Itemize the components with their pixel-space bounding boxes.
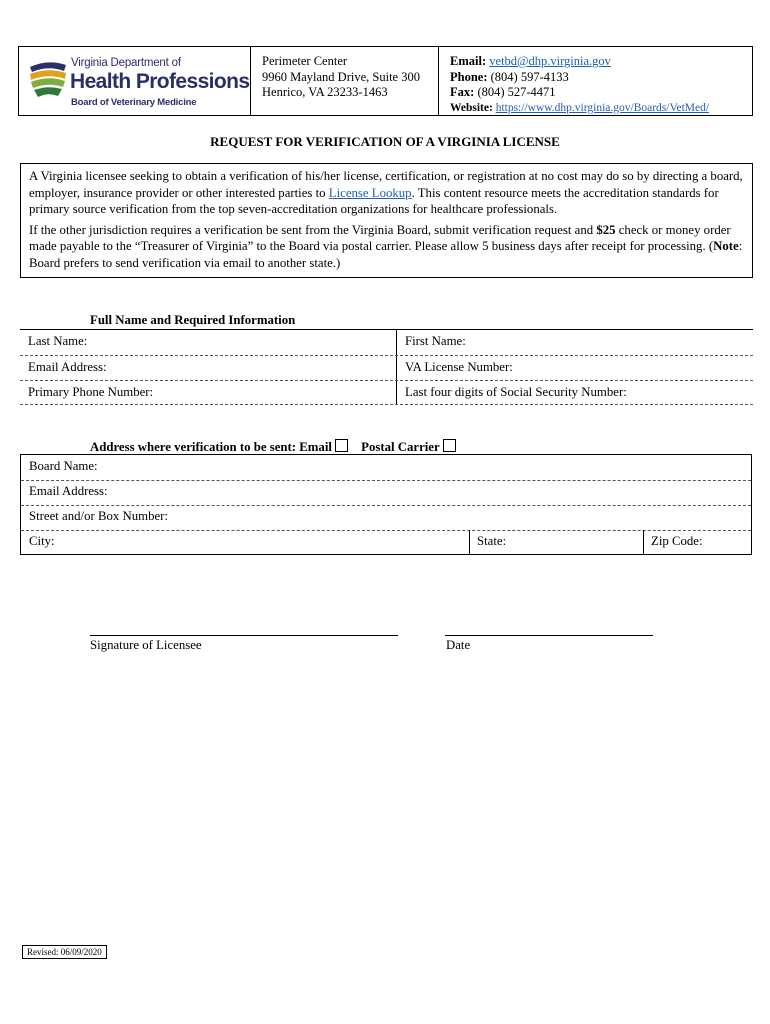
dhp-logo-icon bbox=[28, 59, 68, 101]
postal-carrier-checkbox[interactable] bbox=[443, 439, 456, 452]
contact-block bbox=[439, 47, 752, 115]
signature-line[interactable] bbox=[90, 635, 398, 636]
date-line[interactable] bbox=[445, 635, 653, 636]
fax-label: Fax: bbox=[450, 85, 475, 99]
ssn-last-four-field[interactable]: Last four digits of Social Security Number: bbox=[405, 385, 627, 399]
postal-carrier-label: Postal Carrier bbox=[361, 440, 440, 454]
intro-text: . This content resource meets the accreditation standards for primary source verification from the top seven-accreditation organizations for healthcare professionals. bbox=[29, 185, 719, 216]
intro-paragraph-1 bbox=[29, 168, 744, 218]
phone-label: Phone: bbox=[450, 69, 488, 84]
logo-block bbox=[19, 47, 251, 115]
letterhead bbox=[18, 46, 753, 116]
zip-field[interactable]: Zip Code: bbox=[651, 534, 703, 548]
revised-date: Revised: 06/09/2020 bbox=[22, 945, 107, 959]
intro-text: If the other jurisdiction requires a verification be sent from the Virginia Board, submit verification request and bbox=[29, 222, 597, 237]
name-info-table bbox=[20, 329, 753, 404]
email-address-field[interactable]: Email Address: bbox=[28, 360, 107, 374]
address-table bbox=[20, 454, 752, 555]
signature-label: Signature of Licensee bbox=[90, 638, 202, 652]
va-license-number-field[interactable]: VA License Number: bbox=[405, 360, 513, 374]
state-field[interactable]: State: bbox=[477, 534, 507, 548]
date-label: Date bbox=[446, 638, 471, 652]
address-line: Perimeter Center bbox=[262, 54, 348, 68]
primary-phone-field[interactable]: Primary Phone Number: bbox=[28, 385, 154, 399]
address-block bbox=[251, 47, 439, 115]
intro-text: A Virginia licensee seeking to obtain a verification of his/her license, certification, or registration at no cost may do so by directing a board, employer, insurance provider or other interested parties to bbox=[29, 169, 743, 200]
page-title: REQUEST FOR VERIFICATION OF A VIRGINIA LICENSE bbox=[210, 134, 560, 149]
website-link[interactable]: https://www.dhp.virginia.gov/Boards/VetMed/ bbox=[495, 101, 710, 114]
address-line: Henrico, VA 23233-1463 bbox=[262, 85, 388, 99]
intro-text: check or money order made payable to the “Treasurer of Virginia” to the Board via postal carrier. Please allow 5 business days after receipt for processing. ( bbox=[29, 222, 731, 253]
fee-amount: $25 bbox=[596, 222, 616, 237]
email-link[interactable]: vetbd@dhp.virginia.gov bbox=[489, 54, 611, 68]
address-line: 9960 Mayland Drive, Suite 300 bbox=[262, 69, 420, 84]
email-checkbox[interactable] bbox=[335, 439, 348, 452]
logo-line2: Health Professions bbox=[70, 70, 250, 93]
phone-value: (804) 597-4133 bbox=[490, 69, 569, 84]
table-row bbox=[20, 380, 753, 404]
section-title-address bbox=[90, 439, 456, 455]
address-title-text: Address where verification to be sent: Email bbox=[90, 440, 332, 454]
note-label: Note bbox=[713, 239, 739, 253]
intro-text: : Board prefers to send verification via email to another state.) bbox=[29, 239, 743, 270]
board-name-field[interactable]: Board Name: bbox=[29, 459, 98, 473]
last-name-field[interactable]: Last Name: bbox=[28, 334, 88, 348]
fax-value: (804) 527-4471 bbox=[477, 85, 556, 99]
license-lookup-link[interactable]: License Lookup bbox=[328, 185, 412, 200]
section-title-name-info: Full Name and Required Information bbox=[90, 313, 296, 327]
address-email-field[interactable]: Email Address: bbox=[29, 484, 108, 498]
table-row bbox=[20, 330, 753, 353]
table-row bbox=[20, 355, 753, 379]
logo-line3: Board of Veterinary Medicine bbox=[71, 97, 197, 108]
website-label: Website: bbox=[450, 101, 493, 114]
logo-line1: Virginia Department of bbox=[71, 57, 181, 69]
city-field[interactable]: City: bbox=[29, 534, 55, 548]
intro-paragraph-2 bbox=[29, 222, 744, 272]
table-bottom-rule bbox=[20, 404, 753, 405]
first-name-field[interactable]: First Name: bbox=[405, 334, 466, 348]
street-field[interactable]: Street and/or Box Number: bbox=[29, 509, 168, 523]
email-label: Email: bbox=[450, 54, 487, 68]
intro-box bbox=[20, 163, 753, 278]
